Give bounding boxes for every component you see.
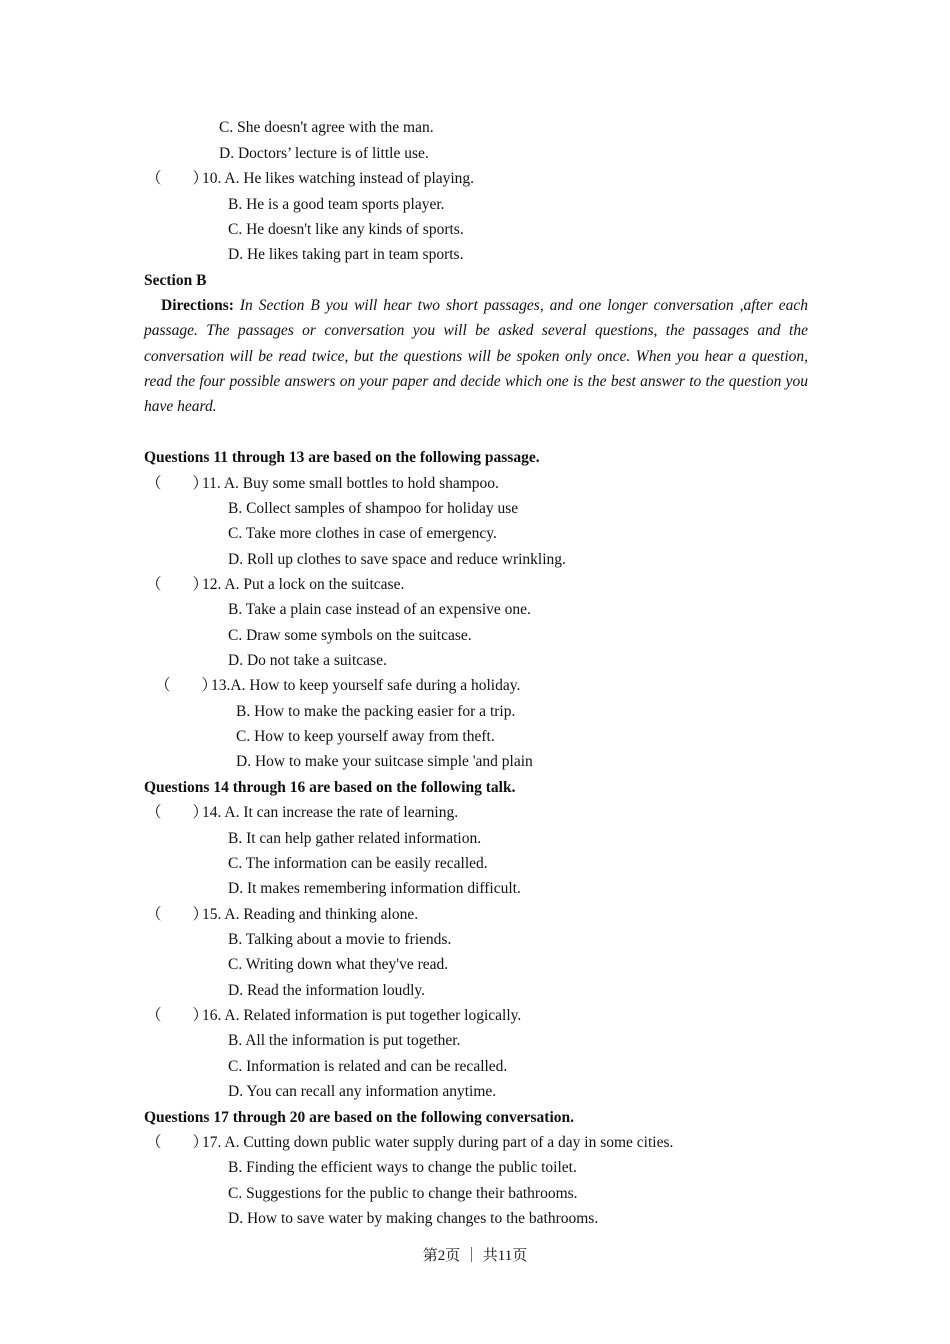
section-b-title: Section B: [144, 272, 207, 289]
q14-option-b: B. It can help gather related information.: [228, 830, 482, 847]
q10-option-c: C. He doesn't like any kinds of sports.: [228, 221, 464, 238]
q13-option-b: B. How to make the packing easier for a trip.: [236, 703, 516, 720]
q13-option-d: D. How to make your suitcase simple 'and plain: [236, 753, 533, 770]
q14-option-c: C. The information can be easily recalled.: [228, 855, 488, 872]
q16-option-d: D. You can recall any information anytime.: [228, 1083, 497, 1100]
q12-answer-bracket: （ ）: [146, 576, 209, 593]
q16-option-b: B. All the information is put together.: [228, 1032, 461, 1049]
q14-option-d: D. It makes remembering information difficult.: [228, 880, 521, 897]
q12-option-a: 12. A. Put a lock on the suitcase.: [202, 576, 405, 593]
q14-option-a: 14. A. It can increase the rate of learning.: [202, 804, 459, 821]
q17-option-b: B. Finding the efficient ways to change the public toilet.: [228, 1159, 577, 1176]
q15-option-a: 15. A. Reading and thinking alone.: [202, 906, 419, 923]
q12-option-b: B. Take a plain case instead of an expensive one.: [228, 601, 531, 618]
q12-option-d: D. Do not take a suitcase.: [228, 652, 387, 669]
q15-option-b: B. Talking about a movie to friends.: [228, 931, 452, 948]
q9-option-c: C. She doesn't agree with the man.: [219, 119, 434, 136]
group2-heading: Questions 14 through 16 are based on the following talk.: [144, 779, 516, 796]
q10-option-b: B. He is a good team sports player.: [228, 196, 445, 213]
q11-option-c: C. Take more clothes in case of emergency.: [228, 525, 497, 542]
q14-answer-bracket: （ ）: [146, 804, 209, 821]
q11-option-d: D. Roll up clothes to save space and reduce wrinkling.: [228, 551, 566, 568]
section-b-directions: [144, 293, 808, 419]
q10-option-a: 10. A. He likes watching instead of playing.: [202, 170, 475, 187]
group1-heading: Questions 11 through 13 are based on the following passage.: [144, 449, 540, 466]
q11-option-a: 11. A. Buy some small bottles to hold shampoo.: [202, 475, 499, 492]
q10-answer-bracket: （ ）: [146, 170, 209, 187]
q16-option-c: C. Information is related and can be recalled.: [228, 1058, 508, 1075]
q15-answer-bracket: （ ）: [146, 906, 209, 923]
group3-heading: Questions 17 through 20 are based on the following conversation.: [144, 1109, 575, 1126]
q13-option-a: 13.A. How to keep yourself safe during a holiday.: [211, 677, 521, 694]
q16-answer-bracket: （ ）: [146, 1007, 209, 1024]
q11-answer-bracket: （ ）: [146, 475, 209, 492]
q17-option-c: C. Suggestions for the public to change their bathrooms.: [228, 1185, 578, 1202]
q11-option-b: B. Collect samples of shampoo for holiday use: [228, 500, 519, 517]
q15-option-c: C. Writing down what they've read.: [228, 956, 449, 973]
q9-option-d: D. Doctors’ lecture is of little use.: [219, 145, 429, 162]
directions-label: Directions:: [161, 297, 234, 314]
q17-option-a: 17. A. Cutting down public water supply during part of a day in some cities.: [202, 1134, 674, 1151]
q17-answer-bracket: （ ）: [146, 1134, 209, 1151]
page-footer: 第2页 ｜ 共11页: [422, 1248, 528, 1264]
q12-option-c: C. Draw some symbols on the suitcase.: [228, 627, 472, 644]
q10-option-d: D. He likes taking part in team sports.: [228, 246, 464, 263]
q16-option-a: 16. A. Related information is put together logically.: [202, 1007, 522, 1024]
q15-option-d: D. Read the information loudly.: [228, 982, 426, 999]
q13-answer-bracket: （ ）: [155, 677, 218, 694]
directions-text: In Section B you will hear two short passages, and one longer conversation ,after each passage. The passages or conversation you will be asked several questions, the passages and the conversation will be read twice, but the questions will be spoken only once. When you hear a question, read the four possible answers on your paper and decide which one is the best answer to the question you have heard.: [144, 297, 809, 416]
q13-option-c: C. How to keep yourself away from theft.: [236, 728, 495, 745]
q17-option-d: D. How to save water by making changes to the bathrooms.: [228, 1210, 599, 1227]
